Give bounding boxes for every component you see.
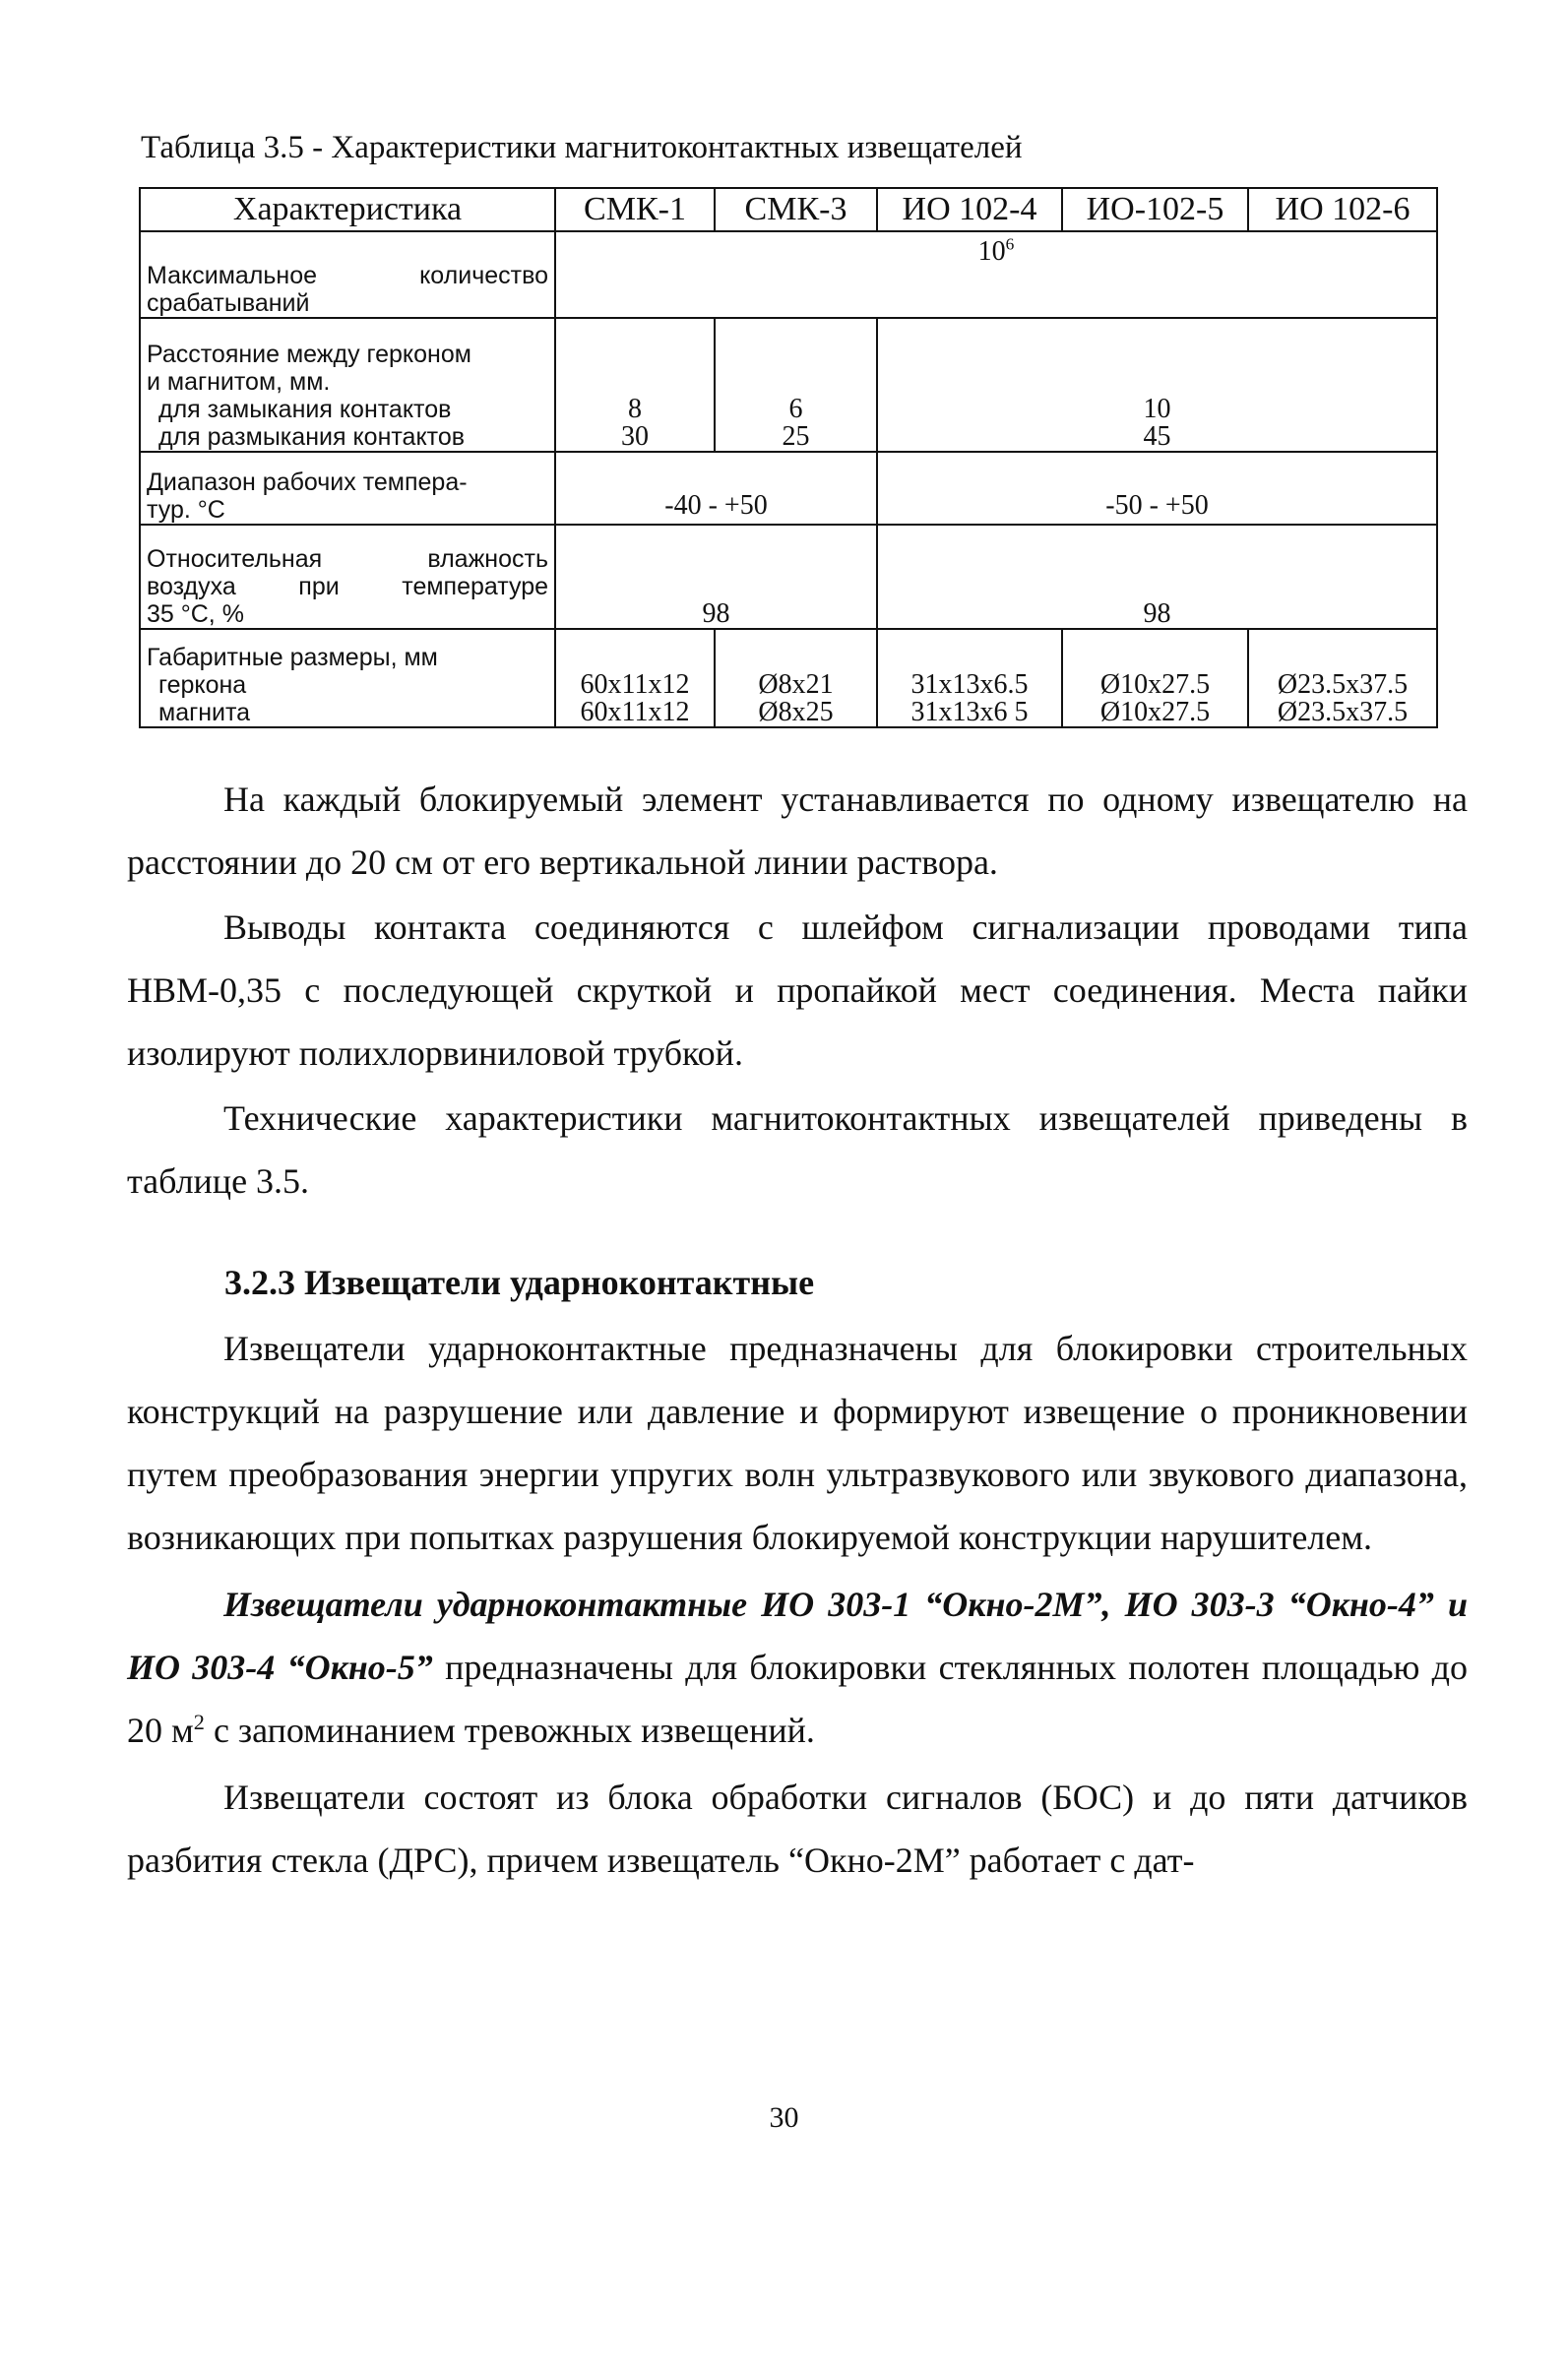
paragraph: Извещатели состоят из блока обработки сигналов (БОС) и до пяти датчиков разбития стекла (ДРС), причем извещатель “Окно-2М” работает с дат- — [127, 1778, 1468, 1880]
io4-dimensions: 31x13x6.5 31x13x6 5 — [877, 629, 1062, 727]
page-number: 30 — [769, 2101, 799, 2134]
row-label: Расстояние между герконом и магнитом, мм. для замыкания контактов для размыкания контактов — [140, 318, 555, 452]
max-actuations-value: $10^6$ — [555, 231, 1437, 318]
smk3-distance: 6 25 — [715, 318, 877, 452]
body-text-lower — [127, 1317, 1468, 1892]
smk-humidity: 98 — [555, 525, 877, 629]
row-label: Максимальное количество срабатываний — [140, 231, 555, 318]
table-header-row — [140, 188, 1437, 231]
header-characteristic: Характеристика — [140, 188, 555, 231]
header-smk-1: СМК-1 — [555, 188, 715, 231]
paragraph: На каждый блокируемый элемент устанавливается по одному извещателю на расстоянии до 20 см от его вертикальной линии раствора. — [127, 780, 1468, 882]
smk1-dimensions: 60x11x12 60x11x12 — [555, 629, 715, 727]
row-label: Относительная влажность воздуха при температуре 35 °С, % — [140, 525, 555, 629]
io-humidity: 98 — [877, 525, 1437, 629]
header-io-102-4: ИО 102-4 — [877, 188, 1062, 231]
smk-temperature: -40 - +50 — [555, 452, 877, 525]
paragraph: Технические характеристики магнитоконтактных извещателей приведены в таблице 3.5. — [127, 1098, 1468, 1201]
header-smk-3: СМК-3 — [715, 188, 877, 231]
table-caption: Таблица 3.5 - Характеристики магнитоконтактных извещателей — [141, 130, 1023, 165]
row-temperature — [140, 452, 1437, 525]
io6-dimensions: Ø23.5x37.5 Ø23.5x37.5 — [1248, 629, 1437, 727]
header-io-102-5: ИО-102-5 — [1062, 188, 1248, 231]
row-distance — [140, 318, 1437, 452]
row-max-actuations — [140, 231, 1437, 318]
row-dimensions — [140, 629, 1437, 727]
paragraph: Выводы контакта соединяются с шлейфом сигнализации проводами типа НВМ-0,35 с последующей скруткой и пропайкой мест соединения. Места пайки изолируют полихлорвиниловой трубкой. — [127, 907, 1468, 1073]
row-humidity — [140, 525, 1437, 629]
characteristics-table — [139, 187, 1438, 728]
bold-italic-lead: Извещатели ударноконтактные ИО 303-1 “Окно-2М”, ИО 303-3 “Окно-4” и ИО 303-4 “Окно-5” — [127, 1585, 1468, 1687]
smk3-dimensions: Ø8x21 Ø8x25 — [715, 629, 877, 727]
paragraph: Извещатели ударноконтактные предназначены для блокировки строительных конструкций на разрушение или давление и формируют извещение о проникновении путем преобразования энергии упругих волн ультразвукового или звукового диапазона, возникающих при попытках разрушения блокируемой конструкции нарушителем. — [127, 1329, 1468, 1557]
row-label: Диапазон рабочих темпера- тур. °С — [140, 452, 555, 525]
body-text-upper — [127, 768, 1468, 1213]
section-heading: 3.2.3 Извещатели ударноконтактные — [224, 1263, 815, 1302]
io5-dimensions: Ø10x27.5 Ø10x27.5 — [1062, 629, 1248, 727]
smk1-distance: 8 30 — [555, 318, 715, 452]
io-distance: 10 45 — [877, 318, 1437, 452]
paragraph: Извещатели ударноконтактные ИО 303-1 “Окно-2М”, ИО 303-3 “Окно-4” и ИО 303-4 “Окно-5” предназначены для блокировки стеклянных полотен площадью до 20 $м^2$ с запоминанием тревожных извещений. — [127, 1585, 1468, 1750]
header-io-102-6: ИО 102-6 — [1248, 188, 1437, 231]
io-temperature: -50 - +50 — [877, 452, 1437, 525]
row-label: Габаритные размеры, мм геркона магнита — [140, 629, 555, 727]
